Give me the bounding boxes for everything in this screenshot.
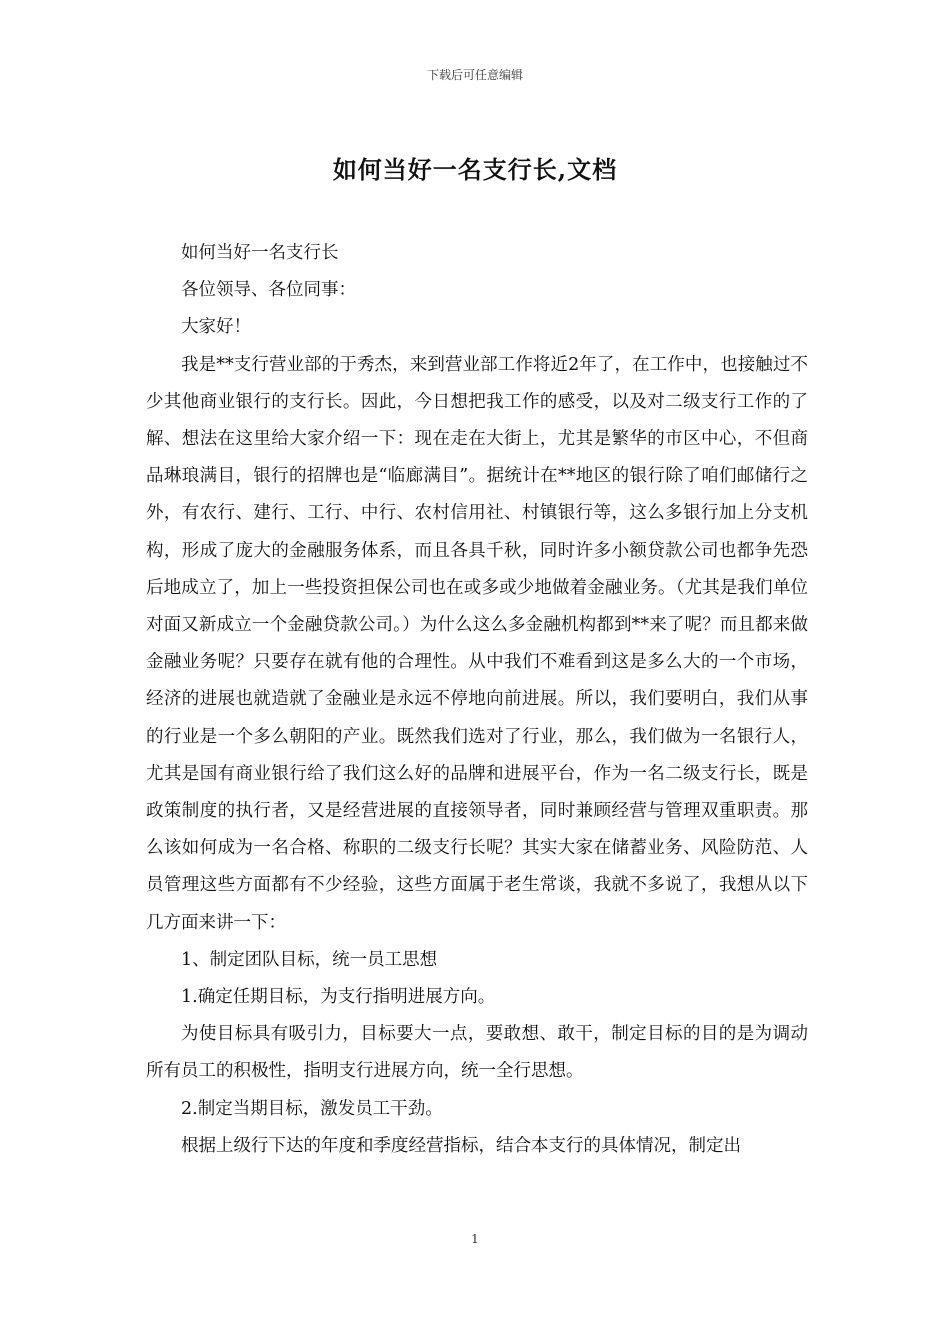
document-title: 如何当好一名支行长,文档 (332, 155, 618, 184)
paragraph-point-2-body: 根据上级行下达的年度和季度经营指标，结合本支行的具体情况，制定出 (181, 1135, 741, 1156)
paragraph-subtitle: 如何当好一名支行长 (181, 243, 339, 263)
paragraph-greeting: 大家好！ (181, 317, 251, 338)
page-number: 1 (471, 1232, 479, 1246)
paragraph-point-1-body: 为使目标具有吸引力，目标要大一点，要敢想、敢干，制定目标的目的是为调动所有员工的积极性，指明支行进展方向，统一全行思想。 (146, 1024, 808, 1082)
paragraph-section-heading: 1、制定团队目标，统一员工思想 (181, 949, 438, 970)
document-body (146, 235, 808, 1165)
paragraph-point-2: 2.制定当期目标，激发员工干劲。 (181, 1098, 443, 1119)
paragraph-intro: 我是**支行营业部的于秀杰，来到营业部工作将近2年了，在工作中，也接触过不少其他商业银行的支行长。因此，今日想把我工作的感受，以及对二级支行工作的了解、想法在这里给大家介绍一下：现在走在大街上，尤其是繁华的市区中心，不但商品琳琅满目，银行的招牌也是“临廊满目”。据统计在**地区的银行除了咱们邮储行之外，有农行、建行、工行、中行、农村信用社、村镇银行等，这么多银行加上分支机构，形成了庞大的金融服务体系，而且各具千秋，同时许多小额贷款公司也都争先恐后地成立了，加上一些投资担保公司也在或多或少地做着金融业务。（尤其是我们单位对面又新成立一个金融贷款公司。）为什么这么多金融机构都到**来了呢？而且都来做金融业务呢？只要存在就有他的合理性。从中我们不难看到这是多么大的一个市场，经济的进展也就造就了金融业是永远不停地向前进展。所以，我们要明白，我们从事的行业是一个多么朝阳的产业。既然我们选对了行业，那么，我们做为一名银行人，尤其是国有商业银行给了我们这么好的品牌和进展平台，作为一名二级支行长，既是政策制度的执行者，又是经营进展的直接领导者，同时兼顾经营与管理双重职责。那么该如何成为一名合格、称职的二级支行长呢？其实大家在储蓄业务、风险防范、人员管理这些方面都有不少经验，这些方面属于老生常谈，我就不多说了，我想从以下几方面来讲一下： (146, 354, 808, 933)
paragraph-salutation: 各位领导、各位同事： (181, 280, 356, 301)
page-header-note: 下载后可任意编辑 (426, 68, 523, 82)
paragraph-point-1: 1.确定任期目标，为支行指明进展方向。 (181, 987, 496, 1008)
